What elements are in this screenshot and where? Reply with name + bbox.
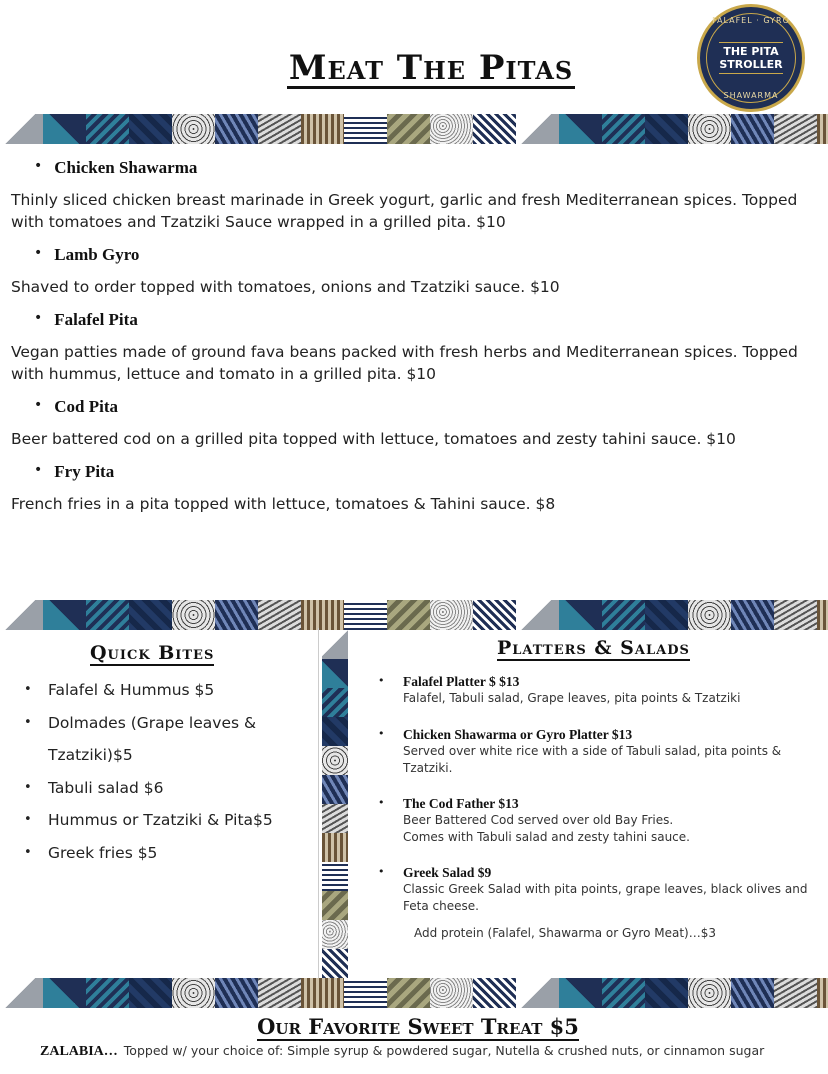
pattern-tile <box>258 114 301 144</box>
platter-item: • The Cod Father $13 Beer Battered Cod served over old Bay Fries. Comes with Tabuli salad and zesty tahini sauce. <box>378 796 818 846</box>
pattern-tile <box>344 114 387 144</box>
pattern-tile <box>774 114 817 144</box>
pita-item-desc: Beer battered cod on a grilled pita topped with lettuce, tomatoes and zesty tahini sauce. $10 <box>11 430 736 448</box>
pattern-tile <box>473 600 516 630</box>
pattern-tile <box>172 114 215 144</box>
quick-bites-list <box>24 674 314 869</box>
pita-stroller-logo <box>697 4 805 112</box>
zalabia-name: ZALABIA… <box>40 1044 118 1059</box>
pattern-tile <box>172 978 215 1008</box>
pattern-tile <box>344 600 387 630</box>
platter-name: Chicken Shawarma or Gyro Platter $13 <box>403 727 633 742</box>
list-item: • Dolmades (Grape leaves & <box>24 713 257 732</box>
platter-desc: Beer Battered Cod served over old Bay Fries. Comes with Tabuli salad and zesty tahini sauce. <box>403 813 690 844</box>
platter-name: Greek Salad $9 <box>403 865 492 880</box>
pattern-tile <box>774 600 817 630</box>
pattern-tile <box>0 114 43 144</box>
pattern-tile <box>645 978 688 1008</box>
pattern-tile <box>215 114 258 144</box>
pattern-band-top <box>0 114 828 144</box>
add-protein-note: Add protein (Falafel, Shawarma or Gyro Meat)…$3 <box>414 926 716 940</box>
pita-item-desc: French fries in a pita topped with lettuce, tomatoes & Tahini sauce. $8 <box>11 495 556 513</box>
pattern-tile <box>645 600 688 630</box>
pattern-tile <box>688 114 731 144</box>
pattern-tile <box>322 630 348 659</box>
platter-name: Falafel Platter $ $13 <box>403 674 520 689</box>
platters-title: Platters & Salads <box>497 637 690 659</box>
pattern-tile <box>559 114 602 144</box>
pattern-tile <box>387 114 430 144</box>
platter-item: • Falafel Platter $ $13 Falafel, Tabuli salad, Grape leaves, pita points & Tzatziki <box>378 674 818 707</box>
pattern-tile <box>129 114 172 144</box>
pattern-tile <box>129 600 172 630</box>
pattern-tile <box>473 978 516 1008</box>
platter-desc: Served over white rice with a side of Tabuli salad, pita points & Tzatziki. <box>403 744 782 775</box>
pattern-tile <box>0 600 43 630</box>
pita-item-name: • Falafel Pita <box>34 310 138 329</box>
pattern-tile <box>322 891 348 920</box>
pattern-tile <box>322 717 348 746</box>
logo-ring <box>706 13 796 103</box>
pattern-band-bottom <box>0 978 828 1008</box>
pattern-tile <box>172 600 215 630</box>
pattern-tile <box>86 114 129 144</box>
menu-title: Meat The Pitas <box>288 48 574 88</box>
pattern-tile <box>817 114 828 144</box>
pattern-tile <box>258 978 301 1008</box>
sweet-treat-title: Our Favorite Sweet Treat $5 <box>257 1014 579 1039</box>
pattern-tile <box>430 114 473 144</box>
pattern-tile <box>387 978 430 1008</box>
pattern-tile <box>602 114 645 144</box>
pattern-tile <box>0 978 43 1008</box>
pattern-tile <box>322 775 348 804</box>
pattern-tile <box>86 600 129 630</box>
pattern-tile <box>322 659 348 688</box>
pattern-tile <box>602 600 645 630</box>
list-item: • Falafel & Hummus $5 <box>24 681 215 699</box>
pattern-tile <box>344 978 387 1008</box>
pattern-tile <box>430 978 473 1008</box>
list-item: Tzatziki)$5 <box>48 746 133 764</box>
pita-item-name: • Cod Pita <box>34 397 119 416</box>
zalabia-line <box>40 1043 820 1060</box>
pattern-tile <box>516 600 559 630</box>
pattern-tile <box>301 978 344 1008</box>
pattern-tile <box>731 978 774 1008</box>
pattern-tile <box>817 978 828 1008</box>
pita-item-name: • Chicken Shawarma <box>34 158 198 177</box>
pattern-tile <box>559 978 602 1008</box>
pattern-tile <box>688 600 731 630</box>
pita-item-desc: Shaved to order topped with tomatoes, onions and Tzatziki sauce. $10 <box>11 278 560 296</box>
pattern-tile <box>430 600 473 630</box>
pattern-tile <box>322 949 348 978</box>
pattern-tile <box>86 978 129 1008</box>
quick-bites-title: Quick Bites <box>90 642 215 664</box>
pattern-tile <box>602 978 645 1008</box>
pattern-tile <box>43 114 86 144</box>
pattern-tile <box>322 920 348 949</box>
platter-name: The Cod Father $13 <box>403 796 519 811</box>
pattern-tile <box>322 688 348 717</box>
pattern-tile <box>473 114 516 144</box>
pita-item-name: • Lamb Gyro <box>34 245 140 264</box>
pattern-tile <box>559 600 602 630</box>
pattern-tile <box>322 862 348 891</box>
pita-item-desc: Thinly sliced chicken breast marinade in Greek yogurt, garlic and fresh Mediterranean spices. Topped with tomatoes and Tzatziki Sauce wrapped in a grilled pita. $10 <box>11 191 798 231</box>
pattern-tile <box>258 600 301 630</box>
pattern-tile <box>516 114 559 144</box>
pattern-tile <box>387 600 430 630</box>
platter-desc: Falafel, Tabuli salad, Grape leaves, pita points & Tzatziki <box>403 691 741 705</box>
pattern-tile <box>322 746 348 775</box>
pattern-tile <box>301 600 344 630</box>
pattern-tile <box>43 600 86 630</box>
pattern-tile <box>43 978 86 1008</box>
pattern-band-vertical <box>322 630 348 978</box>
pattern-tile <box>688 978 731 1008</box>
logo-bottom-text: SHAWARMA <box>723 91 779 100</box>
logo-top-text: FALAFEL · GYRO <box>712 16 790 25</box>
logo-main-text: THE PITA STROLLER <box>719 42 783 74</box>
pattern-tile <box>129 978 172 1008</box>
pattern-tile <box>774 978 817 1008</box>
platter-desc: Classic Greek Salad with pita points, grape leaves, black olives and Feta cheese. <box>403 882 808 913</box>
list-item: • Hummus or Tzatziki & Pita$5 <box>24 811 273 829</box>
pattern-tile <box>215 600 258 630</box>
pattern-band-middle <box>0 600 828 630</box>
pita-item-name: • Fry Pita <box>34 462 115 481</box>
zalabia-desc: Topped w/ your choice of: Simple syrup & powdered sugar, Nutella & crushed nuts, or cinnamon sugar <box>123 1043 765 1058</box>
list-item: • Tabuli salad $6 <box>24 778 164 797</box>
platter-item: • Chicken Shawarma or Gyro Platter $13 Served over white rice with a side of Tabuli salad, pita points & Tzatziki. <box>378 727 818 777</box>
pattern-tile <box>215 978 258 1008</box>
list-item: • Greek fries $5 <box>24 843 158 862</box>
platter-item: • Greek Salad $9 Classic Greek Salad with pita points, grape leaves, black olives and Feta cheese. <box>378 865 818 915</box>
pattern-tile <box>516 978 559 1008</box>
pattern-tile <box>731 600 774 630</box>
pita-item-desc: Vegan patties made of ground fava beans packed with fresh herbs and Mediterranean spices. Topped with hummus, lettuce and tomato in a grilled pita. $10 <box>11 343 798 383</box>
pattern-tile <box>322 833 348 862</box>
pattern-tile <box>301 114 344 144</box>
pattern-tile <box>322 804 348 833</box>
pattern-tile <box>817 600 828 630</box>
pattern-tile <box>645 114 688 144</box>
pattern-tile <box>731 114 774 144</box>
